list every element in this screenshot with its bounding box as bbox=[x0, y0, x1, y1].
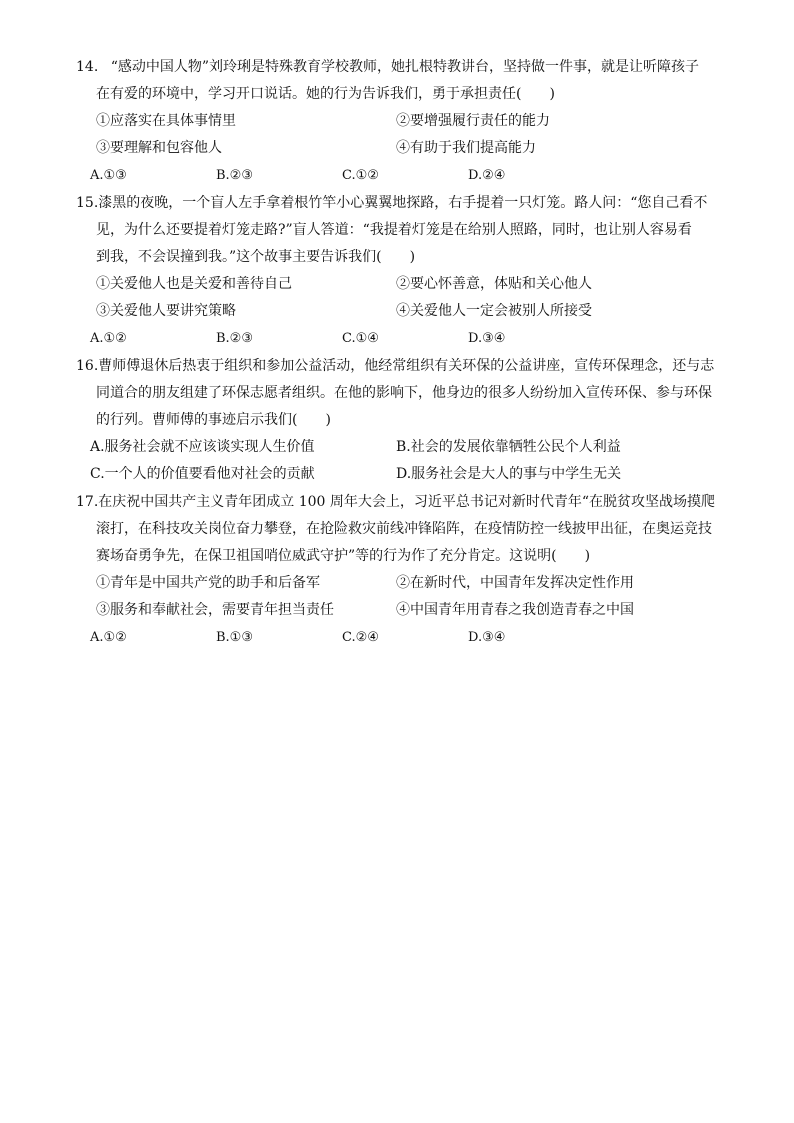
answer-choice: D.③④ bbox=[468, 630, 506, 645]
option-item: ②在新时代，中国青年发挥决定性作用 bbox=[396, 575, 634, 591]
question-text-line: 曹师傅退休后热衷于组织和参加公益活动，他经常组织有关环保的公益讲座，宣传环保理念，还与志 bbox=[98, 358, 715, 374]
question-number: 17. bbox=[76, 494, 99, 510]
answer-choice: B.②③ bbox=[216, 168, 253, 183]
question-stem bbox=[76, 190, 726, 271]
answer-choice: D.服务社会是大人的事与中学生无关 bbox=[396, 466, 622, 482]
option-item: ③关爱他人要讲究策略 bbox=[96, 303, 236, 319]
answer-choice: A.服务社会就不应该谈实现人生价值 bbox=[90, 439, 315, 455]
option-item: ①关爱他人也是关爱和善待自己 bbox=[96, 276, 292, 292]
option-item: ③要理解和包容他人 bbox=[96, 140, 222, 156]
answer-choice: B.①③ bbox=[216, 630, 253, 645]
answer-choice: C.①② bbox=[342, 168, 379, 183]
question-text-line: 赛场奋勇争先，在保卫祖国哨位威武守护”等的行为作了充分肯定。这说明( ) bbox=[96, 548, 591, 564]
answer-choices bbox=[76, 325, 726, 352]
option-item: ④中国青年用青春之我创造青春之中国 bbox=[396, 602, 634, 618]
question-stem bbox=[76, 353, 726, 434]
answer-choices bbox=[76, 461, 726, 488]
question-text-line: “感动中国人物”刘玲琍是特殊教育学校教师，她扎根特教讲台，坚持做一件事，就是让听障孩子 bbox=[110, 59, 700, 75]
answer-choice: C.①④ bbox=[342, 331, 379, 346]
option-item: ④有助于我们提高能力 bbox=[396, 140, 536, 156]
question-text-line: 在有爱的环境中，学习开口说话。她的行为告诉我们，勇于承担责任( ) bbox=[96, 86, 555, 102]
question-17 bbox=[76, 489, 726, 651]
answer-choices bbox=[76, 434, 726, 461]
option-row bbox=[76, 570, 726, 597]
question-stem bbox=[76, 489, 726, 570]
option-row bbox=[76, 271, 726, 298]
question-14 bbox=[76, 54, 726, 189]
answer-choice: A.①② bbox=[90, 630, 127, 645]
option-item: ②要心怀善意，体贴和关心他人 bbox=[396, 276, 592, 292]
option-row bbox=[76, 108, 726, 135]
answer-choices bbox=[76, 162, 726, 189]
question-15 bbox=[76, 190, 726, 352]
question-text-line: 到我，不会误撞到我。”这个故事主要告诉我们( ) bbox=[96, 249, 416, 265]
question-text-line: 同道合的朋友组建了环保志愿者组织。在他的影响下，他身边的很多人纷纷加入宣传环保、参与环保 bbox=[96, 385, 712, 401]
question-text-line: 漆黑的夜晚，一个盲人左手拿着根竹竿小心翼翼地探路，右手提着一只灯笼。路人问：“您自己看不 bbox=[98, 195, 708, 211]
option-row bbox=[76, 298, 726, 325]
question-number: 15. bbox=[76, 195, 99, 211]
option-row bbox=[76, 135, 726, 162]
answer-choice: A.①② bbox=[90, 331, 127, 346]
option-item: ②要增强履行责任的能力 bbox=[396, 113, 550, 129]
question-16 bbox=[76, 353, 726, 488]
question-text-line: 在庆祝中国共产主义青年团成立 100 周年大会上，习近平总书记对新时代青年“在脱贫攻坚战场摸爬 bbox=[98, 494, 716, 510]
question-stem bbox=[76, 54, 726, 108]
question-text-line: 的行列。曹师傅的事迹启示我们( ) bbox=[96, 412, 331, 428]
answer-choice: B.②③ bbox=[216, 331, 253, 346]
answer-choices bbox=[76, 624, 726, 651]
answer-choice: A.①③ bbox=[90, 168, 127, 183]
answer-choice: D.②④ bbox=[468, 168, 506, 183]
question-number: 16. bbox=[76, 358, 99, 374]
option-item: ①应落实在具体事情里 bbox=[96, 113, 236, 129]
option-item: ③服务和奉献社会，需要青年担当责任 bbox=[96, 602, 334, 618]
question-text-line: 见，为什么还要提着灯笼走路?”盲人答道：“我提着灯笼是在给别人照路，同时，也让别人容易看 bbox=[96, 222, 692, 238]
answer-choice: C.②④ bbox=[342, 630, 379, 645]
question-text-line: 滚打，在科技攻关岗位奋力攀登，在抢险救灾前线冲锋陷阵，在疫情防控一线披甲出征，在奥运竞技 bbox=[96, 521, 712, 537]
option-item: ④关爱他人一定会被别人所接受 bbox=[396, 303, 592, 319]
option-item: ①青年是中国共产党的助手和后备军 bbox=[96, 575, 320, 591]
option-row bbox=[76, 597, 726, 624]
question-number: 14. bbox=[76, 59, 99, 75]
answer-choice: D.③④ bbox=[468, 331, 506, 346]
answer-choice: C.一个人的价值要看他对社会的贡献 bbox=[90, 466, 315, 482]
answer-choice: B.社会的发展依靠牺牲公民个人利益 bbox=[396, 439, 621, 455]
